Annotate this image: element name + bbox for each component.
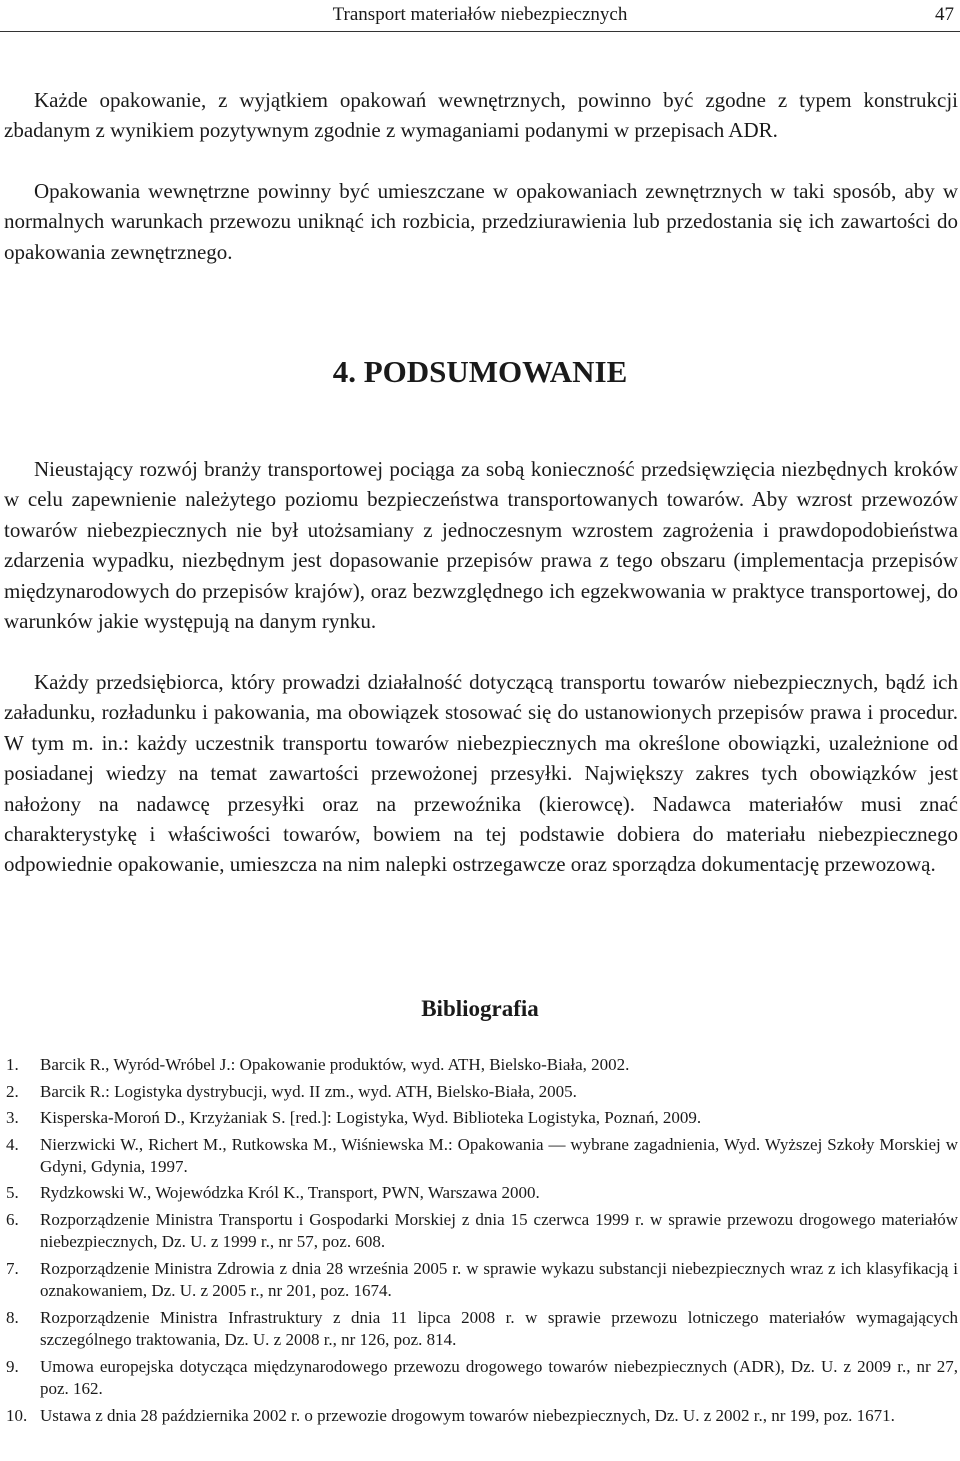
bibliography-item-number: 6. xyxy=(6,1209,19,1229)
bibliography-item xyxy=(0,1209,960,1254)
bibliography-item-text: Umowa europejska dotycząca międzynarodowego przewozu drogowego towarów niebezpiecznych (ADR), Dz. U. z 2009 r., nr 27, poz. 162. xyxy=(40,1356,958,1399)
bibliography-item xyxy=(0,1258,960,1303)
bibliography-item-text: Rozporządzenie Ministra Transportu i Gospodarki Morskiej z dnia 15 czerwca 1999 r. w sprawie przewozu drogowego materiałów niebezpiecznych, Dz. U. z 1999 r., nr 57, poz. 608. xyxy=(40,1209,958,1252)
bibliography-item-number: 3. xyxy=(6,1108,19,1127)
bibliography-item-text: Rozporządzenie Ministra Infrastruktury z dnia 11 lipca 2008 r. w sprawie przewozu lotniczego materiałów wymagających szczególnego traktowania, Dz. U. z 2008 r., nr 126, poz. 814. xyxy=(40,1307,958,1350)
bibliography-list xyxy=(0,1054,960,1431)
bibliography-title: Bibliografia xyxy=(421,996,539,1021)
intro-paragraph-1: Każde opakowanie, z wyjątkiem opakowań wewnętrznych, powinno być zgodne z typem konstrukcji zbadanym z wynikiem pozytywnym zgodnie z wymaganiami podanymi w przepisach ADR. xyxy=(4,88,958,143)
bibliography-item-text: Ustawa z dnia 28 października 2002 r. o przewozie drogowym towarów niebezpiecznych, Dz. U. z 2002 r., nr 199, poz. 1671. xyxy=(40,1405,895,1425)
bibliography-item-text: Barcik R., Wyród-Wróbel J.: Opakowanie produktów, wyd. ATH, Bielsko-Biała, 2002. xyxy=(40,1055,630,1074)
bibliography-item-number: 2. xyxy=(6,1081,19,1101)
bibliography-item-number: 7. xyxy=(6,1258,19,1278)
bibliography-item xyxy=(0,1107,960,1129)
section-heading: 4. PODSUMOWANIE xyxy=(332,354,628,389)
summary-paragraph-2: Każdy przedsiębiorca, który prowadzi działalność dotyczącą transportu towarów niebezpiecznych, bądź ich załadunku, rozładunku i pakowania, ma obowiązek stosować się do ustanowionych przepisów prawa i procedur. W tym m. in.: każdy uczestnik transportu towarów niebezpiecznych ma określone obowiązki, uzależnione od posiadanej wiedzy na temat zawartości przewożonej przesyłki. Największy zakres tych obowiązków jest nałożony na nadawcę przesyłki oraz na przewoźnika (kierowcę). Nadawca materiałów musi znać charakterystykę i właściwości towarów, bowiem na tej podstawie dobiera do materiału niebezpiecznego odpowiednie opakowanie, umieszcza na nim nalepki ostrzegawcze oraz sporządza dokumentację przewozową. xyxy=(4,670,958,877)
running-header xyxy=(0,0,960,32)
bibliography-item xyxy=(0,1054,960,1076)
page-number: 47 xyxy=(935,4,954,25)
bibliography-item xyxy=(0,1134,960,1179)
bibliography-item xyxy=(0,1081,960,1103)
bibliography-item-text: Barcik R.: Logistyka dystrybucji, wyd. II zm., wyd. ATH, Bielsko-Biała, 2005. xyxy=(40,1081,577,1101)
bibliography-item-text: Rydzkowski W., Wojewódzka Król K., Transport, PWN, Warszawa 2000. xyxy=(40,1183,540,1203)
bibliography-item-number: 8. xyxy=(6,1307,19,1327)
bibliography-item-text: Nierzwicki W., Richert M., Rutkowska M., Wiśniewska M.: Opakowania — wybrane zagadnienia, Wyd. Wyższej Szkoły Morskiej w Gdyni, Gdynia, 1997. xyxy=(40,1134,958,1176)
bibliography-item-number: 9. xyxy=(6,1356,19,1376)
bibliography-item-number: 4. xyxy=(6,1134,19,1154)
bibliography-item-number: 10. xyxy=(6,1405,28,1425)
bibliography-item-text: Rozporządzenie Ministra Zdrowia z dnia 28 września 2005 r. w sprawie wykazu substancji niebezpiecznych wraz z ich klasyfikacją i oznakowaniem, Dz. U. z 2005 r., nr 201, poz. 1674. xyxy=(40,1258,958,1301)
summary-paragraph-1: Nieustający rozwój branży transportowej pociąga za sobą konieczność przedsięwzięcia niezbędnych kroków w celu zapewnienie należytego poziomu bezpieczeństwa transportowanych towarów. Aby wzrost przewozów towarów niebezpiecznych nie był utożsamiany z jednoczesnym wzrostem zagrożenia i prawdopodobieństwa zdarzenia wypadku, niezbędnym jest dopasowanie przepisów prawa z tego obszaru (implementacja przepisów międzynarodowych do przepisów krajów), oraz bezwzględnego ich egzekwowania w praktyce transportowej, do warunków jakie występują na danym rynku. xyxy=(4,457,958,634)
bibliography-item xyxy=(0,1405,960,1427)
bibliography-item xyxy=(0,1356,960,1401)
bibliography-item-number: 5. xyxy=(6,1183,19,1203)
bibliography-item-number: 1. xyxy=(6,1055,19,1074)
bibliography-item xyxy=(0,1182,960,1204)
bibliography-item-text: Kisperska-Moroń D., Krzyżaniak S. [red.]: Logistyka, Wyd. Biblioteka Logistyka, Poznań, 2009. xyxy=(40,1108,702,1127)
running-title: Transport materiałów niebezpiecznych xyxy=(332,4,628,25)
intro-paragraph-2: Opakowania wewnętrzne powinny być umieszczane w opakowaniach zewnętrznych w taki sposób, aby w normalnych warunkach przewozu uniknąć ich rozbicia, przedziurawienia lub przedostania się ich zawartości do opakowania zewnętrznego. xyxy=(4,179,958,264)
bibliography-item xyxy=(0,1307,960,1352)
